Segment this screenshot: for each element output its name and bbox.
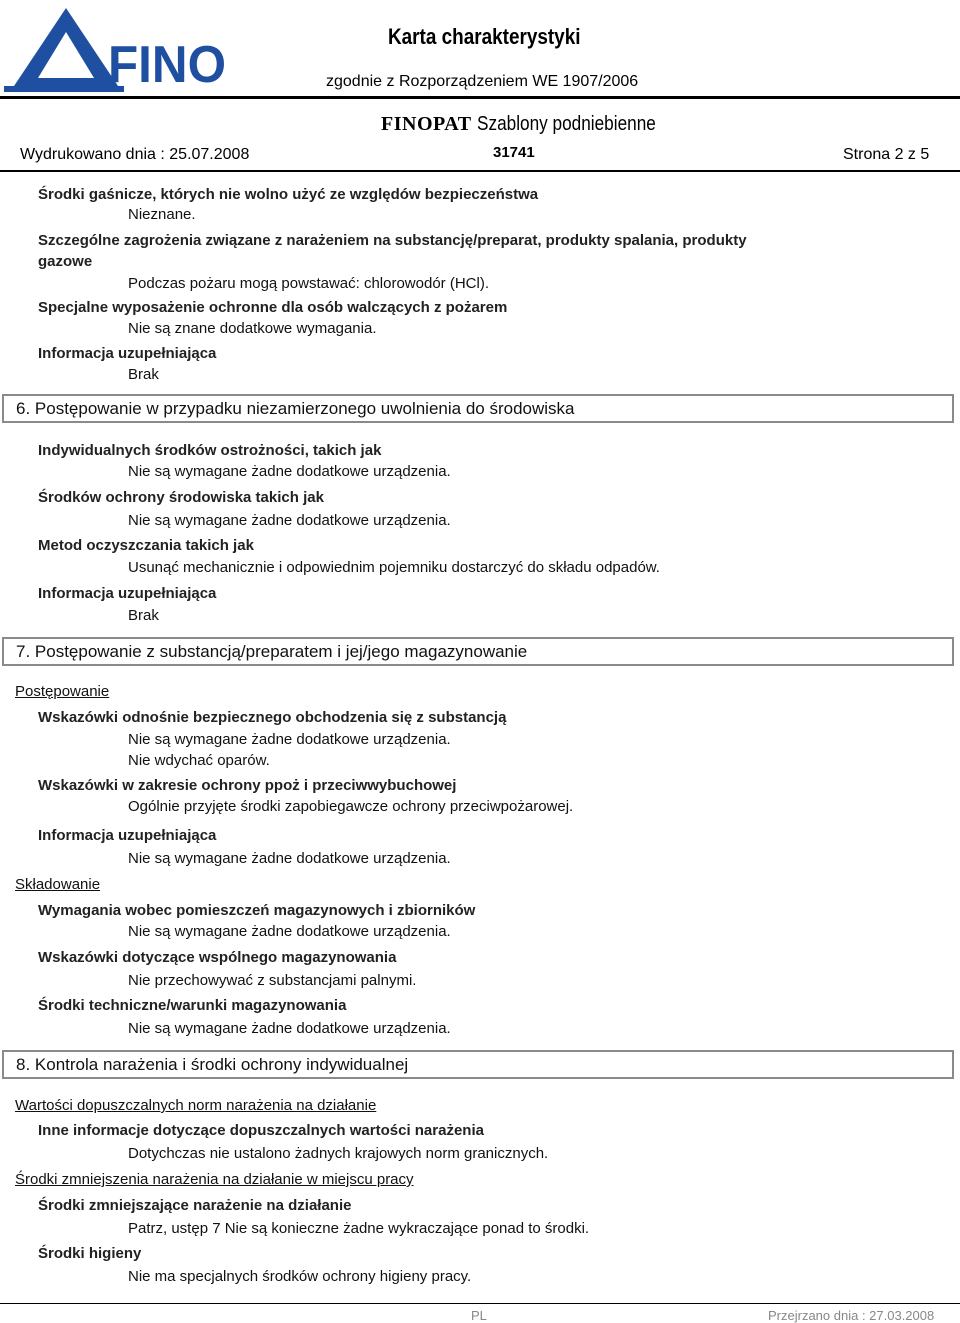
- subheading-workplace-exposure: Środki zmniejszenia narażenia na działanie w miejscu pracy: [15, 1171, 414, 1188]
- value-hygiene: Nie ma specjalnych środków ochrony higieny pracy.: [128, 1268, 472, 1285]
- label-personal-precautions: Indywidualnych środków ostrożności, takich jak: [38, 442, 382, 459]
- label-special-hazards-cont: gazowe: [38, 253, 93, 270]
- label-special-hazards: Szczególne zagrożenia związane z narażeniem na substancję/preparat, produkty spalania, produkty: [38, 232, 747, 249]
- subheading-storage: Składowanie: [15, 876, 101, 893]
- label-hygiene: Środki higieny: [38, 1245, 142, 1262]
- value-environmental-precautions: Nie są wymagane żadne dodatkowe urządzenia.: [128, 512, 451, 529]
- value-additional-info-6: Brak: [128, 607, 159, 624]
- value-personal-precautions: Nie są wymagane żadne dodatkowe urządzenia.: [128, 463, 451, 480]
- document-title: Karta charakterystyki: [388, 24, 581, 49]
- value-storage-rooms: Nie są wymagane żadne dodatkowe urządzenia.: [128, 923, 451, 940]
- fino-logo: [4, 2, 228, 94]
- value-storage-conditions: Nie są wymagane żadne dodatkowe urządzenia.: [128, 1020, 451, 1037]
- value-additional-info-5: Brak: [128, 366, 159, 383]
- label-environmental-precautions: Środków ochrony środowiska takich jak: [38, 489, 324, 506]
- label-exposure-reduction: Środki zmniejszające narażenie na działanie: [38, 1197, 352, 1214]
- label-storage-rooms: Wymagania wobec pomieszczeń magazynowych i zbiorników: [38, 902, 476, 919]
- header-rule-top: [0, 96, 960, 99]
- label-forbidden-extinguishers: Środki gaśnicze, których nie wolno użyć ze względów bezpieczeństwa: [38, 186, 539, 203]
- product-brand: FINOPAT: [381, 113, 472, 135]
- value-other-exposure-info: Dotychczas nie ustalono żadnych krajowych norm granicznych.: [128, 1145, 549, 1162]
- product-name: Szablony podniebienne: [477, 113, 656, 135]
- value-firefighter-equipment: Nie są znane dodatkowe wymagania.: [128, 320, 377, 337]
- label-other-exposure-info: Inne informacje dotyczące dopuszczalnych wartości narażenia: [38, 1122, 484, 1139]
- section-6-heading: 6. Postępowanie w przypadku niezamierzonego uwolnienia do środowiska: [2, 394, 954, 423]
- label-storage-conditions: Środki techniczne/warunki magazynowania: [38, 997, 347, 1014]
- subheading-handling: Postępowanie: [15, 683, 110, 700]
- section-7-heading: 7. Postępowanie z substancją/preparatem i jej/jego magazynowanie: [2, 637, 954, 666]
- label-additional-info-7: Informacja uzupełniająca: [38, 827, 217, 844]
- value-safe-handling-1: Nie są wymagane żadne dodatkowe urządzenia.: [128, 731, 451, 748]
- value-cleanup-methods: Usunąć mechanicznie i odpowiednim pojemniku dostarczyć do składu odpadów.: [128, 559, 660, 576]
- header-rule-bottom: [0, 170, 960, 172]
- label-additional-info-5: Informacja uzupełniająca: [38, 345, 217, 362]
- value-additional-info-7: Nie są wymagane żadne dodatkowe urządzenia.: [128, 850, 451, 867]
- footer-language: PL: [471, 1308, 487, 1323]
- logo-text: FINO: [108, 36, 226, 94]
- label-safe-handling: Wskazówki odnośnie bezpiecznego obchodzenia się z substancją: [38, 709, 507, 726]
- value-safe-handling-2: Nie wdychać oparów.: [128, 752, 270, 769]
- footer-rule: [0, 1303, 960, 1304]
- label-fire-explosion: Wskazówki w zakresie ochrony ppoż i przeciwwybuchowej: [38, 777, 457, 794]
- product-number: 31741: [493, 144, 535, 161]
- product-name-line: [381, 113, 685, 136]
- document-subtitle: zgodnie z Rozporządzeniem WE 1907/2006: [326, 73, 639, 90]
- footer-review-date: Przejrzano dnia : 27.03.2008: [768, 1308, 935, 1323]
- value-forbidden-extinguishers: Nieznane.: [128, 206, 196, 223]
- printed-date: Wydrukowano dnia : 25.07.2008: [20, 146, 250, 163]
- value-fire-explosion: Ogólnie przyjęte środki zapobiegawcze ochrony przeciwpożarowej.: [128, 798, 574, 815]
- section-8-heading: 8. Kontrola narażenia i środki ochrony indywidualnej: [2, 1050, 954, 1079]
- label-joint-storage: Wskazówki dotyczące wspólnego magazynowania: [38, 949, 397, 966]
- label-cleanup-methods: Metod oczyszczania takich jak: [38, 537, 254, 554]
- value-joint-storage: Nie przechowywać z substancjami palnymi.: [128, 972, 417, 989]
- label-additional-info-6: Informacja uzupełniająca: [38, 585, 217, 602]
- label-firefighter-equipment: Specjalne wyposażenie ochronne dla osób walczących z pożarem: [38, 299, 508, 316]
- value-special-hazards: Podczas pożaru mogą powstawać: chlorowodór (HCl).: [128, 275, 489, 292]
- page-number: Strona 2 z 5: [843, 146, 930, 163]
- subheading-exposure-limits: Wartości dopuszczalnych norm narażenia na działanie: [15, 1097, 377, 1114]
- value-exposure-reduction: Patrz, ustęp 7 Nie są konieczne żadne wykraczające ponad to środki.: [128, 1220, 590, 1237]
